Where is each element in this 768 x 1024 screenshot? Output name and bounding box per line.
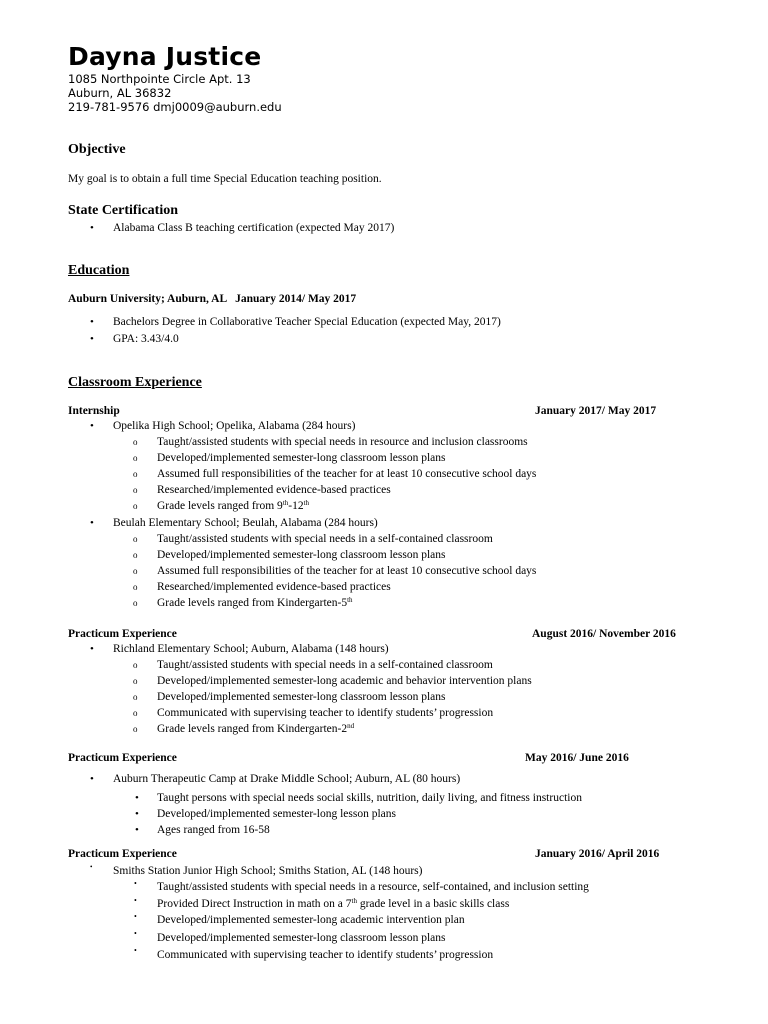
list-item: Grade levels ranged from Kindergarten-2nd xyxy=(157,722,355,735)
address-line-1: 1085 Northpointe Circle Apt. 13 xyxy=(68,72,251,86)
education-degree: Bachelors Degree in Collaborative Teacher Special Education (expected May, 2017) xyxy=(113,316,501,328)
bullet-icon: • xyxy=(90,333,94,345)
practicum-3-dates: January 2016/ April 2016 xyxy=(535,848,660,860)
practicum-2-school: Auburn Therapeutic Camp at Drake Middle School; Auburn, AL (80 hours) xyxy=(113,773,461,785)
bullet-icon: • xyxy=(134,929,137,938)
list-item: Communicated with supervising teacher to identify students’ progression xyxy=(157,949,494,961)
practicum-1-school: Richland Elementary School; Auburn, Alabama (148 hours) xyxy=(113,643,389,655)
bullet-icon: • xyxy=(90,222,94,234)
list-item: Provided Direct Instruction in math on a 7th grade level in a basic skills class xyxy=(157,897,510,910)
list-item: Developed/implemented semester-long classroom lesson plans xyxy=(157,932,446,944)
list-item: Researched/implemented evidence-based practices xyxy=(157,581,391,593)
certification-heading: State Certification xyxy=(68,203,179,218)
internship-school-1: Opelika High School; Opelika, Alabama (284 hours) xyxy=(113,420,356,432)
internship-title: Internship xyxy=(68,405,120,417)
education-gpa: GPA: 3.43/4.0 xyxy=(113,333,179,345)
practicum-1-dates: August 2016/ November 2016 xyxy=(532,628,676,640)
circle-bullet-icon: o xyxy=(133,660,138,670)
experience-heading: Classroom Experience xyxy=(68,375,202,390)
phone-email: 219-781-9576 dmj0009@auburn.edu xyxy=(68,100,282,114)
circle-bullet-icon: o xyxy=(133,724,138,734)
bullet-icon: • xyxy=(90,863,93,871)
circle-bullet-icon: o xyxy=(133,566,138,576)
internship-dates: January 2017/ May 2017 xyxy=(535,405,657,417)
circle-bullet-icon: o xyxy=(133,676,138,686)
practicum-3-school: Smiths Station Junior High School; Smiths Station, AL (148 hours) xyxy=(113,865,423,877)
bullet-icon: • xyxy=(134,879,137,888)
circle-bullet-icon: o xyxy=(133,598,138,608)
practicum-3-title: Practicum Experience xyxy=(68,848,177,860)
circle-bullet-icon: o xyxy=(133,501,138,511)
list-item: Assumed full responsibilities of the teacher for at least 10 consecutive school days xyxy=(157,468,537,480)
bullet-icon: • xyxy=(134,912,137,921)
list-item: Developed/implemented semester-long academic intervention plan xyxy=(157,914,465,926)
list-item: Taught/assisted students with special needs in a self-contained classroom xyxy=(157,659,493,671)
certification-item: Alabama Class B teaching certification (expected May 2017) xyxy=(113,222,395,234)
list-item: Taught/assisted students with special needs in a resource, self-contained, and inclusion setting xyxy=(157,881,589,893)
circle-bullet-icon: o xyxy=(133,708,138,718)
list-item: Developed/implemented semester-long classroom lesson plans xyxy=(157,549,446,561)
objective-text: My goal is to obtain a full time Special Education teaching position. xyxy=(68,173,382,185)
education-heading: Education xyxy=(68,263,130,278)
list-item: Taught persons with special needs social skills, nutrition, daily living, and fitness instruction xyxy=(157,792,582,804)
bullet-icon: • xyxy=(90,517,94,529)
list-item: Developed/implemented semester-long classroom lesson plans xyxy=(157,452,446,464)
practicum-1-title: Practicum Experience xyxy=(68,628,177,640)
circle-bullet-icon: o xyxy=(133,437,138,447)
resume-name: Dayna Justice xyxy=(68,42,262,71)
practicum-2-dates: May 2016/ June 2016 xyxy=(525,752,629,764)
bullet-icon: • xyxy=(135,824,139,836)
address-line-2: Auburn, AL 36832 xyxy=(68,86,172,100)
internship-school-2: Beulah Elementary School; Beulah, Alabama (284 hours) xyxy=(113,517,378,529)
education-school: Auburn University; Auburn, AL January 2014/ May 2017 xyxy=(68,293,357,305)
circle-bullet-icon: o xyxy=(133,469,138,479)
bullet-icon: • xyxy=(134,896,137,905)
list-item: Assumed full responsibilities of the teacher for at least 10 consecutive school days xyxy=(157,565,537,577)
objective-heading: Objective xyxy=(68,142,126,157)
list-item: Communicated with supervising teacher to identify students’ progression xyxy=(157,707,494,719)
bullet-icon: • xyxy=(135,792,139,804)
bullet-icon: • xyxy=(134,946,137,955)
list-item: Taught/assisted students with special needs in a self-contained classroom xyxy=(157,533,493,545)
bullet-icon: • xyxy=(90,643,94,655)
list-item: Taught/assisted students with special needs in resource and inclusion classrooms xyxy=(157,436,528,448)
list-item: Developed/implemented semester-long academic and behavior intervention plans xyxy=(157,675,532,687)
circle-bullet-icon: o xyxy=(133,692,138,702)
bullet-icon: • xyxy=(90,773,94,785)
list-item: Developed/implemented semester-long classroom lesson plans xyxy=(157,691,446,703)
bullet-icon: • xyxy=(135,808,139,820)
list-item: Grade levels ranged from Kindergarten-5th xyxy=(157,596,353,609)
circle-bullet-icon: o xyxy=(133,453,138,463)
list-item: Researched/implemented evidence-based practices xyxy=(157,484,391,496)
circle-bullet-icon: o xyxy=(133,582,138,592)
list-item: Developed/implemented semester-long lesson plans xyxy=(157,808,396,820)
circle-bullet-icon: o xyxy=(133,534,138,544)
list-item: Ages ranged from 16-58 xyxy=(157,824,270,836)
practicum-2-title: Practicum Experience xyxy=(68,752,177,764)
bullet-icon: • xyxy=(90,420,94,432)
list-item: Grade levels ranged from 9th-12th xyxy=(157,499,310,512)
circle-bullet-icon: o xyxy=(133,485,138,495)
circle-bullet-icon: o xyxy=(133,550,138,560)
bullet-icon: • xyxy=(90,316,94,328)
